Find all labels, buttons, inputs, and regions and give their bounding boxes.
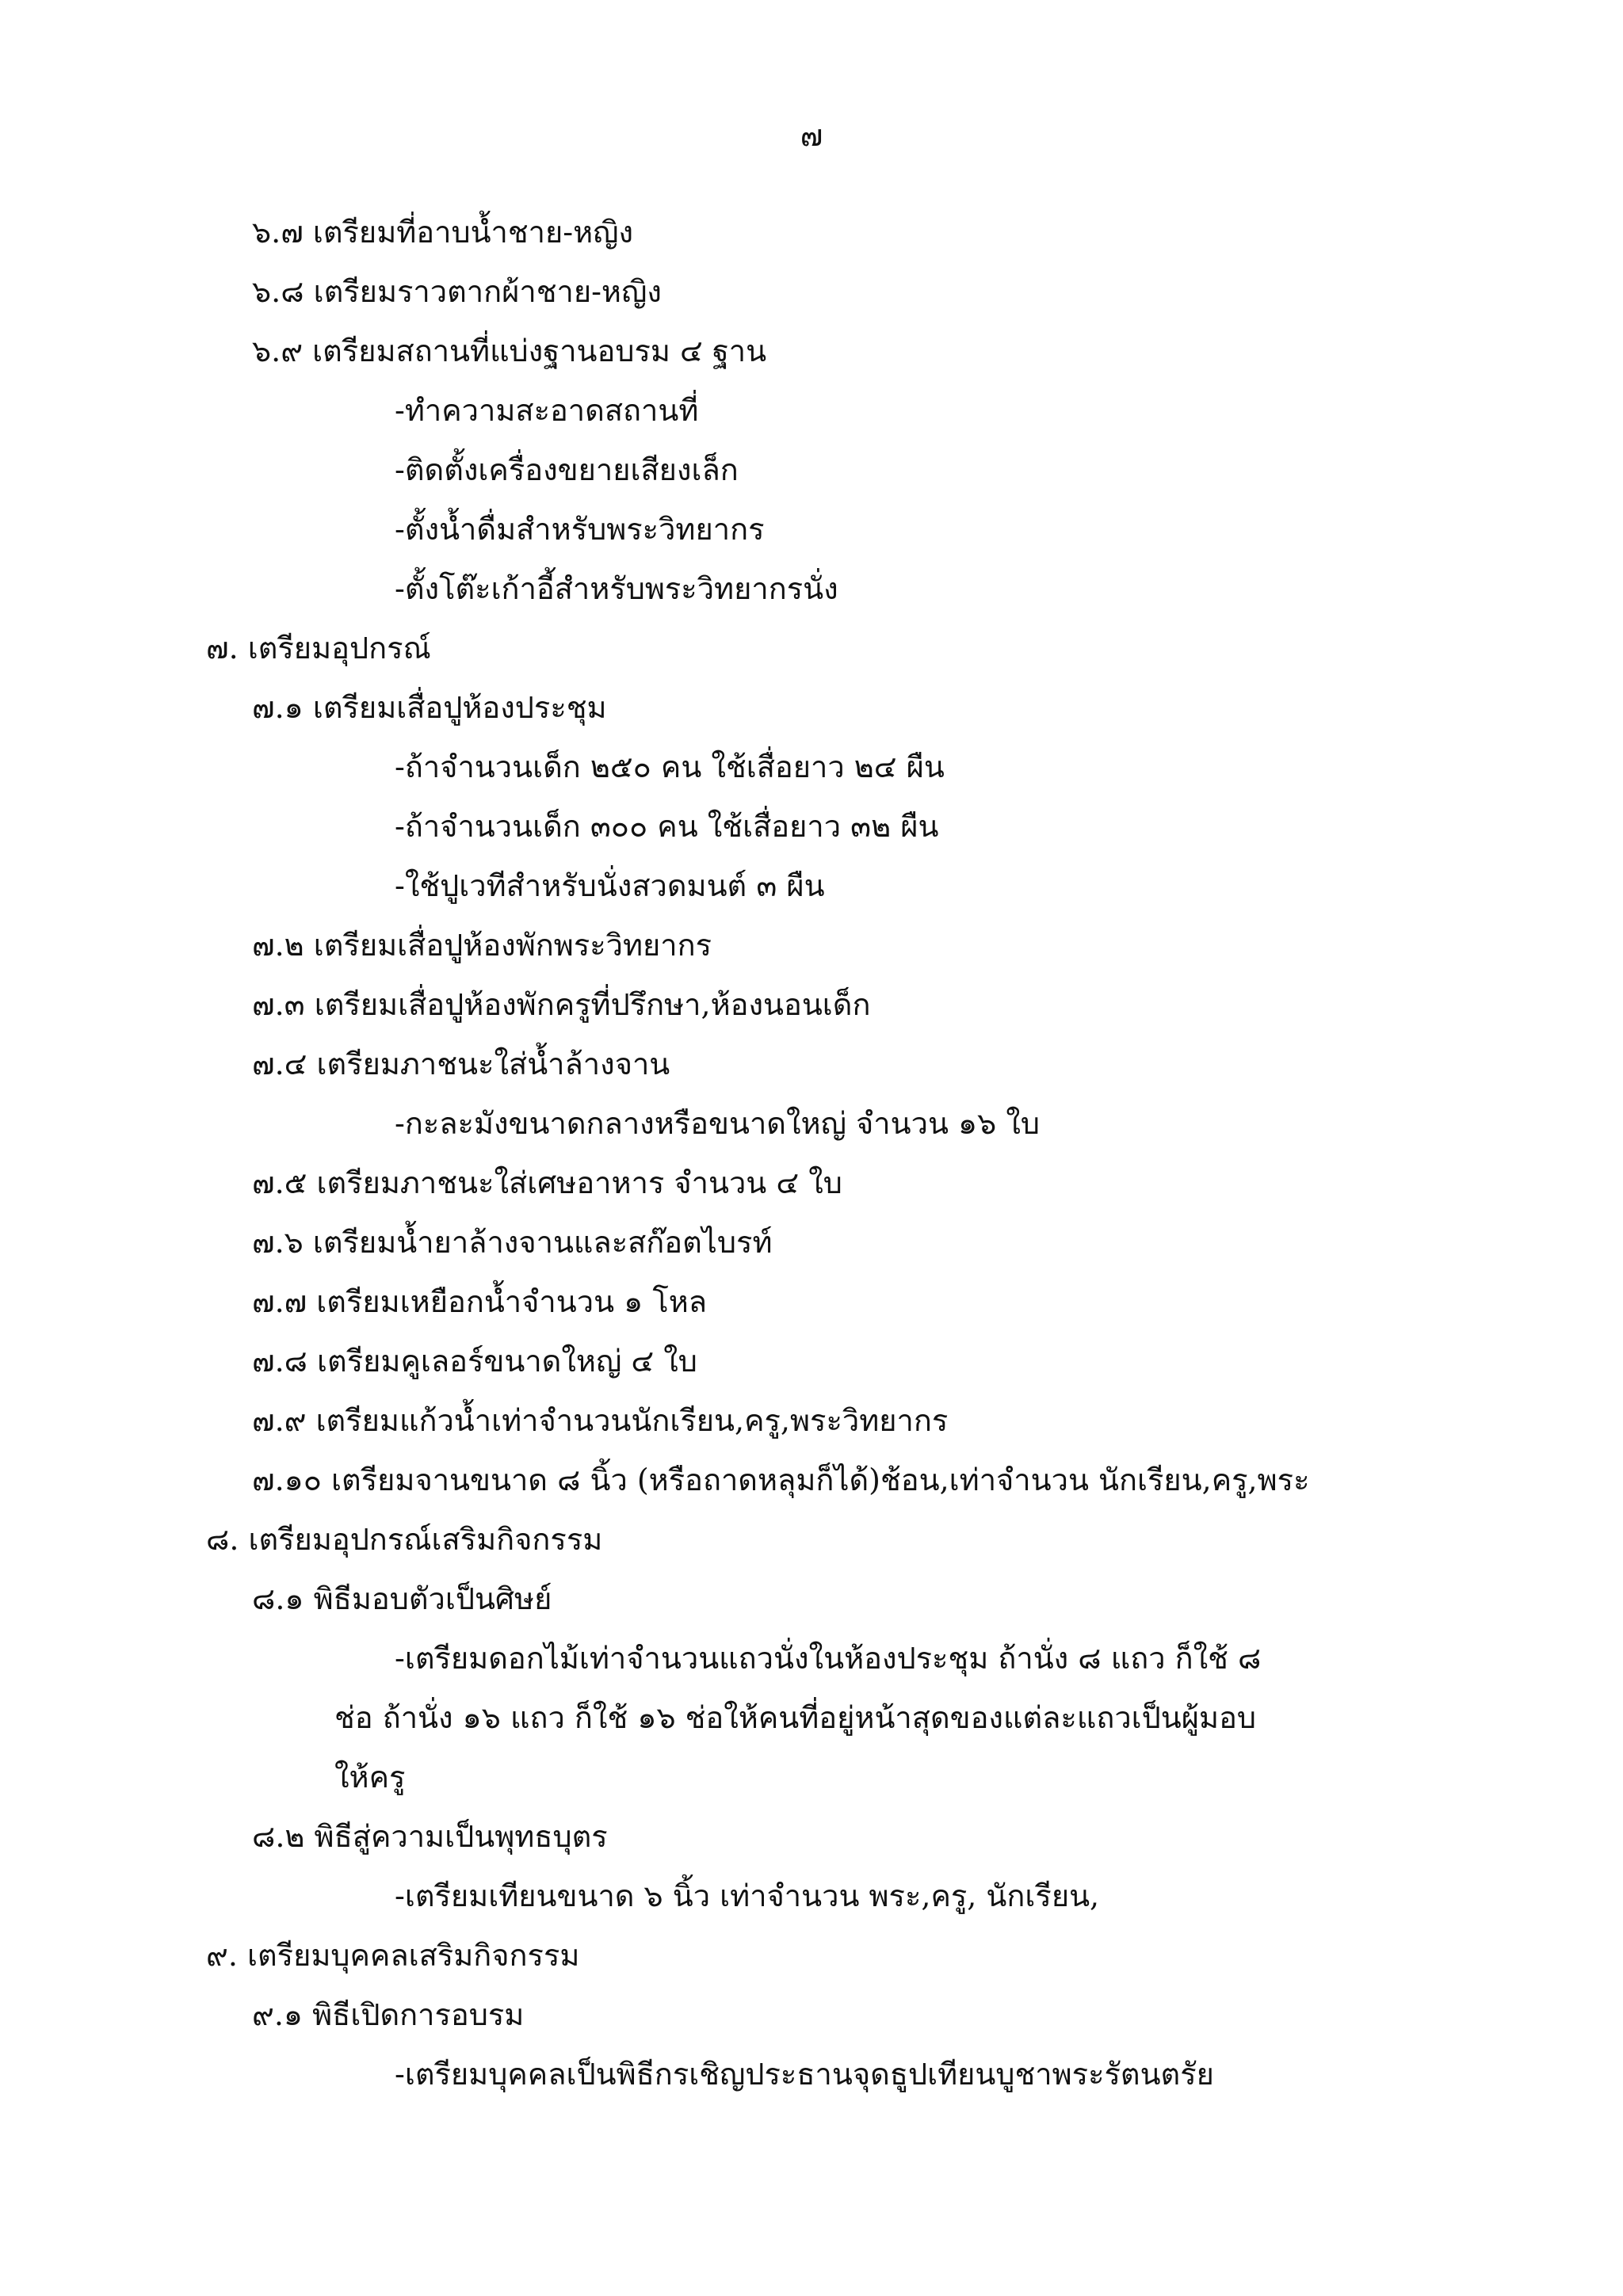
text-line: ช่อ ถ้านั่ง ๑๖ แถว ก็ใช้ ๑๖ ช่อให้คนที่อยู่หน้าสุดของแต่ละแถวเป็นผู้มอบ — [334, 1700, 1257, 1735]
text-line: -เตรียมเทียนขนาด ๖ นิ้ว เท่าจำนวน พระ,ครู, นักเรียน, — [395, 1878, 1100, 1913]
text-line: ๗.๒ เตรียมเสื่อปูห้องพักพระวิทยากร — [252, 928, 712, 963]
text-line: ๖.๙ เตรียมสถานที่แบ่งฐานอบรม ๔ ฐาน — [252, 334, 767, 368]
text-line: -ถ้าจำนวนเด็ก ๓๐๐ คน ใช้เสื่อยาว ๓๒ ผืน — [395, 809, 939, 844]
text-line: -เตรียมดอกไม้เท่าจำนวนแถวนั่งในห้องประชุม ถ้านั่ง ๘ แถว ก็ใช้ ๘ — [395, 1641, 1262, 1676]
text-line: ๗. เตรียมอุปกรณ์ — [206, 631, 431, 666]
text-line: ๖.๗ เตรียมที่อาบน้ำชาย-หญิง — [252, 215, 634, 250]
text-line: -ตั้งน้ำดื่มสำหรับพระวิทยากร — [395, 512, 765, 547]
text-line: -ถ้าจำนวนเด็ก ๒๕๐ คน ใช้เสื่อยาว ๒๔ ผืน — [395, 749, 945, 784]
text-line: ๘.๑ พิธีมอบตัวเป็นศิษย์ — [252, 1581, 552, 1616]
text-line: ให้ครู — [334, 1760, 406, 1794]
text-line: ๗.๗ เตรียมเหยือกน้ำจำนวน ๑ โหล — [252, 1284, 708, 1319]
text-line: ๗.๑ เตรียมเสื่อปูห้องประชุม — [252, 690, 607, 725]
text-line: ๙. เตรียมบุคคลเสริมกิจกรรม — [206, 1938, 580, 1973]
page-number: ๗ — [800, 118, 823, 153]
text-line: -กะละมังขนาดกลางหรือขนาดใหญ่ จำนวน ๑๖ ใบ — [395, 1106, 1040, 1141]
text-line: ๙.๑ พิธีเปิดการอบรม — [252, 1997, 525, 2032]
text-line: ๗.๓ เตรียมเสื่อปูห้องพักครูที่ปรึกษา,ห้องนอนเด็ก — [252, 987, 871, 1022]
text-line: ๗.๖ เตรียมน้ำยาล้างจานและสก๊อตไบรท์ — [252, 1225, 773, 1260]
text-line: ๘. เตรียมอุปกรณ์เสริมกิจกรรม — [206, 1522, 603, 1557]
text-line: ๖.๘ เตรียมราวตากผ้าชาย-หญิง — [252, 274, 662, 309]
text-line: ๗.๘ เตรียมคูเลอร์ขนาดใหญ่ ๔ ใบ — [252, 1344, 697, 1379]
text-line: ๗.๑๐ เตรียมจานขนาด ๘ นิ้ว (หรือถาดหลุมก็ได้)ช้อน,เท่าจำนวน นักเรียน,ครู,พระ — [252, 1463, 1310, 1497]
text-line: -ติดตั้งเครื่องขยายเสียงเล็ก — [395, 452, 739, 487]
text-line: ๗.๔ เตรียมภาชนะใส่น้ำล้างจาน — [252, 1047, 670, 1081]
text-line: -ใช้ปูเวทีสำหรับนั่งสวดมนต์ ๓ ผืน — [395, 868, 825, 903]
text-line: ๗.๙ เตรียมแก้วน้ำเท่าจำนวนนักเรียน,ครู,พระวิทยากร — [252, 1403, 949, 1438]
text-line: ๗.๕ เตรียมภาชนะใส่เศษอาหาร จำนวน ๔ ใบ — [252, 1165, 842, 1200]
text-line: -ทำความสะอาดสถานที่ — [395, 393, 699, 428]
text-line: -ตั้งโต๊ะเก้าอี้สำหรับพระวิทยากรนั่ง — [395, 571, 838, 606]
text-line: -เตรียมบุคคลเป็นพิธีกรเชิญประธานจุดธูปเทียนบูชาพระรัตนตรัย — [395, 2057, 1214, 2092]
text-line: ๘.๒ พิธีสู่ความเป็นพุทธบุตร — [252, 1819, 608, 1854]
